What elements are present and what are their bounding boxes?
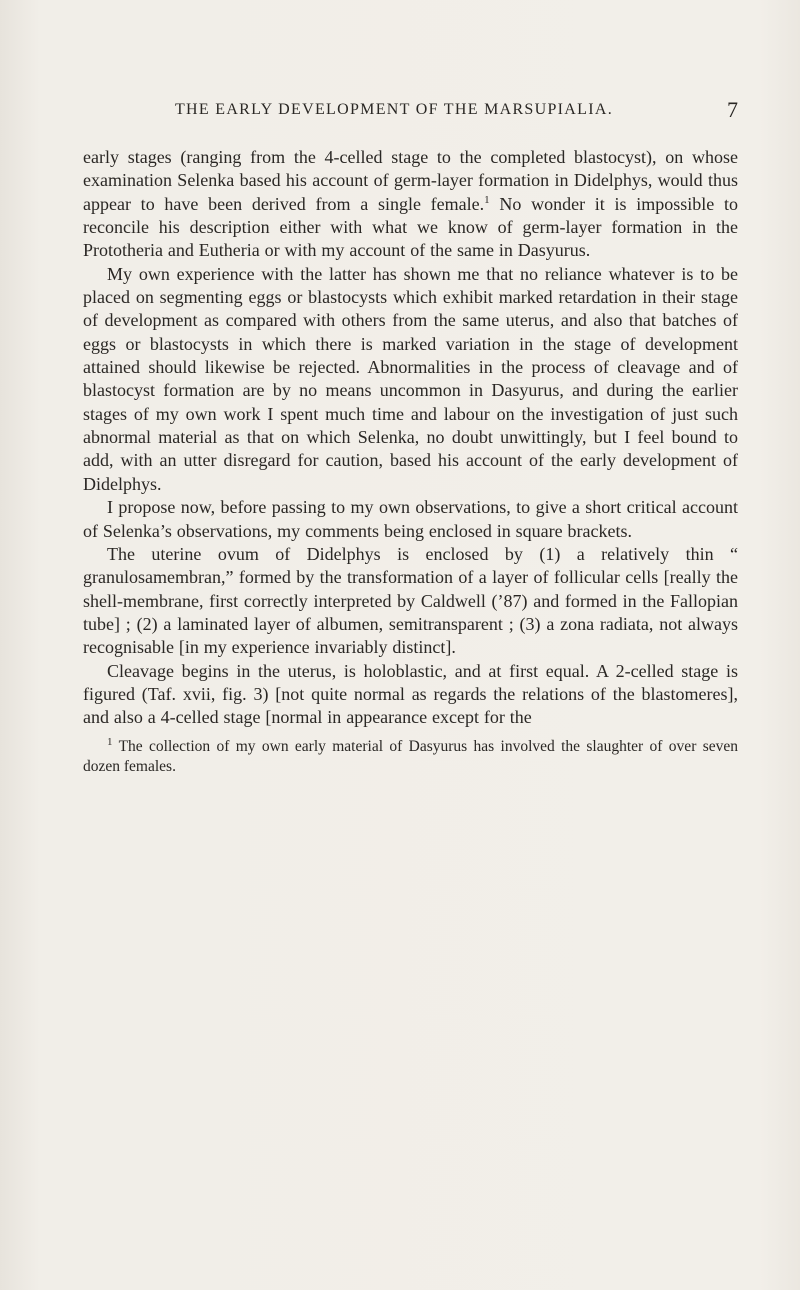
page-number: 7 — [727, 97, 738, 122]
body-text — [83, 146, 738, 777]
footnote-marker: 1 — [107, 735, 113, 748]
paragraph-continued — [83, 146, 738, 263]
paragraph: My own experience with the latter has shown me that no reliance whatever is to be placed on segmenting eggs or blastocysts which exhibit marked retardation in their stage of development as compared with others from the same uterus, and also that batches of eggs or blastocysts in which there is marked variation in the stage of development attained should likewise be rejected. Abnormalities in the process of cleavage and of blastocyst formation are by no means uncommon in Dasyurus, and during the earlier stages of my own work I spent much time and labour on the investigation of just such abnormal material as that on which Selenka, no doubt unwittingly, but I feel bound to add, with an utter disregard for caution, based his account of the early development of Didelphys. — [83, 263, 738, 494]
footnote-ref: 1 — [484, 193, 490, 206]
page-header — [76, 97, 738, 131]
footnote-text: The collection of my own early material of Dasyurus has involved the slaughter of over seven dozen females. — [83, 737, 738, 775]
paragraph: The uterine ovum of Didelphys is enclosed by (1) a relatively thin “ granulosamembran,” formed by the transformation of a layer of follicular cells [really the shell-membrane, first correctly interpreted by Caldwell (’87) and formed in the Fallopian tube] ; (2) a laminated layer of albumen, semitransparent ; (3) a zona radiata, not always recognisable [in my experience invariably distinct]. — [83, 543, 738, 658]
running-head: THE EARLY DEVELOPMENT OF THE MARSUPIALIA. — [174, 101, 614, 118]
footnote — [83, 737, 738, 777]
paragraph-text: No wonder it is impossible to reconcile his description either with what we know of germ-layer formation in the Prototheria and Eutheria or with my account of the same in Dasyurus. — [83, 193, 738, 261]
paragraph: Cleavage begins in the uterus, is holoblastic, and at first equal. A 2-celled stage is figured (Taf. xvii, fig. 3) [not quite normal as regards the relations of the blastomeres], and also a 4-celled stage [normal in appearance except for the — [83, 660, 738, 728]
paragraph: I propose now, before passing to my own observations, to give a short critical account of Selenka’s observations, my comments being enclosed in square brackets. — [83, 497, 738, 541]
paragraph-text: early stages (ranging from the 4-celled stage to the completed blastocyst), on whose examination Selenka based his account of germ-layer formation in Didelphys, would thus appear to have been derived from a single female. — [83, 147, 738, 214]
